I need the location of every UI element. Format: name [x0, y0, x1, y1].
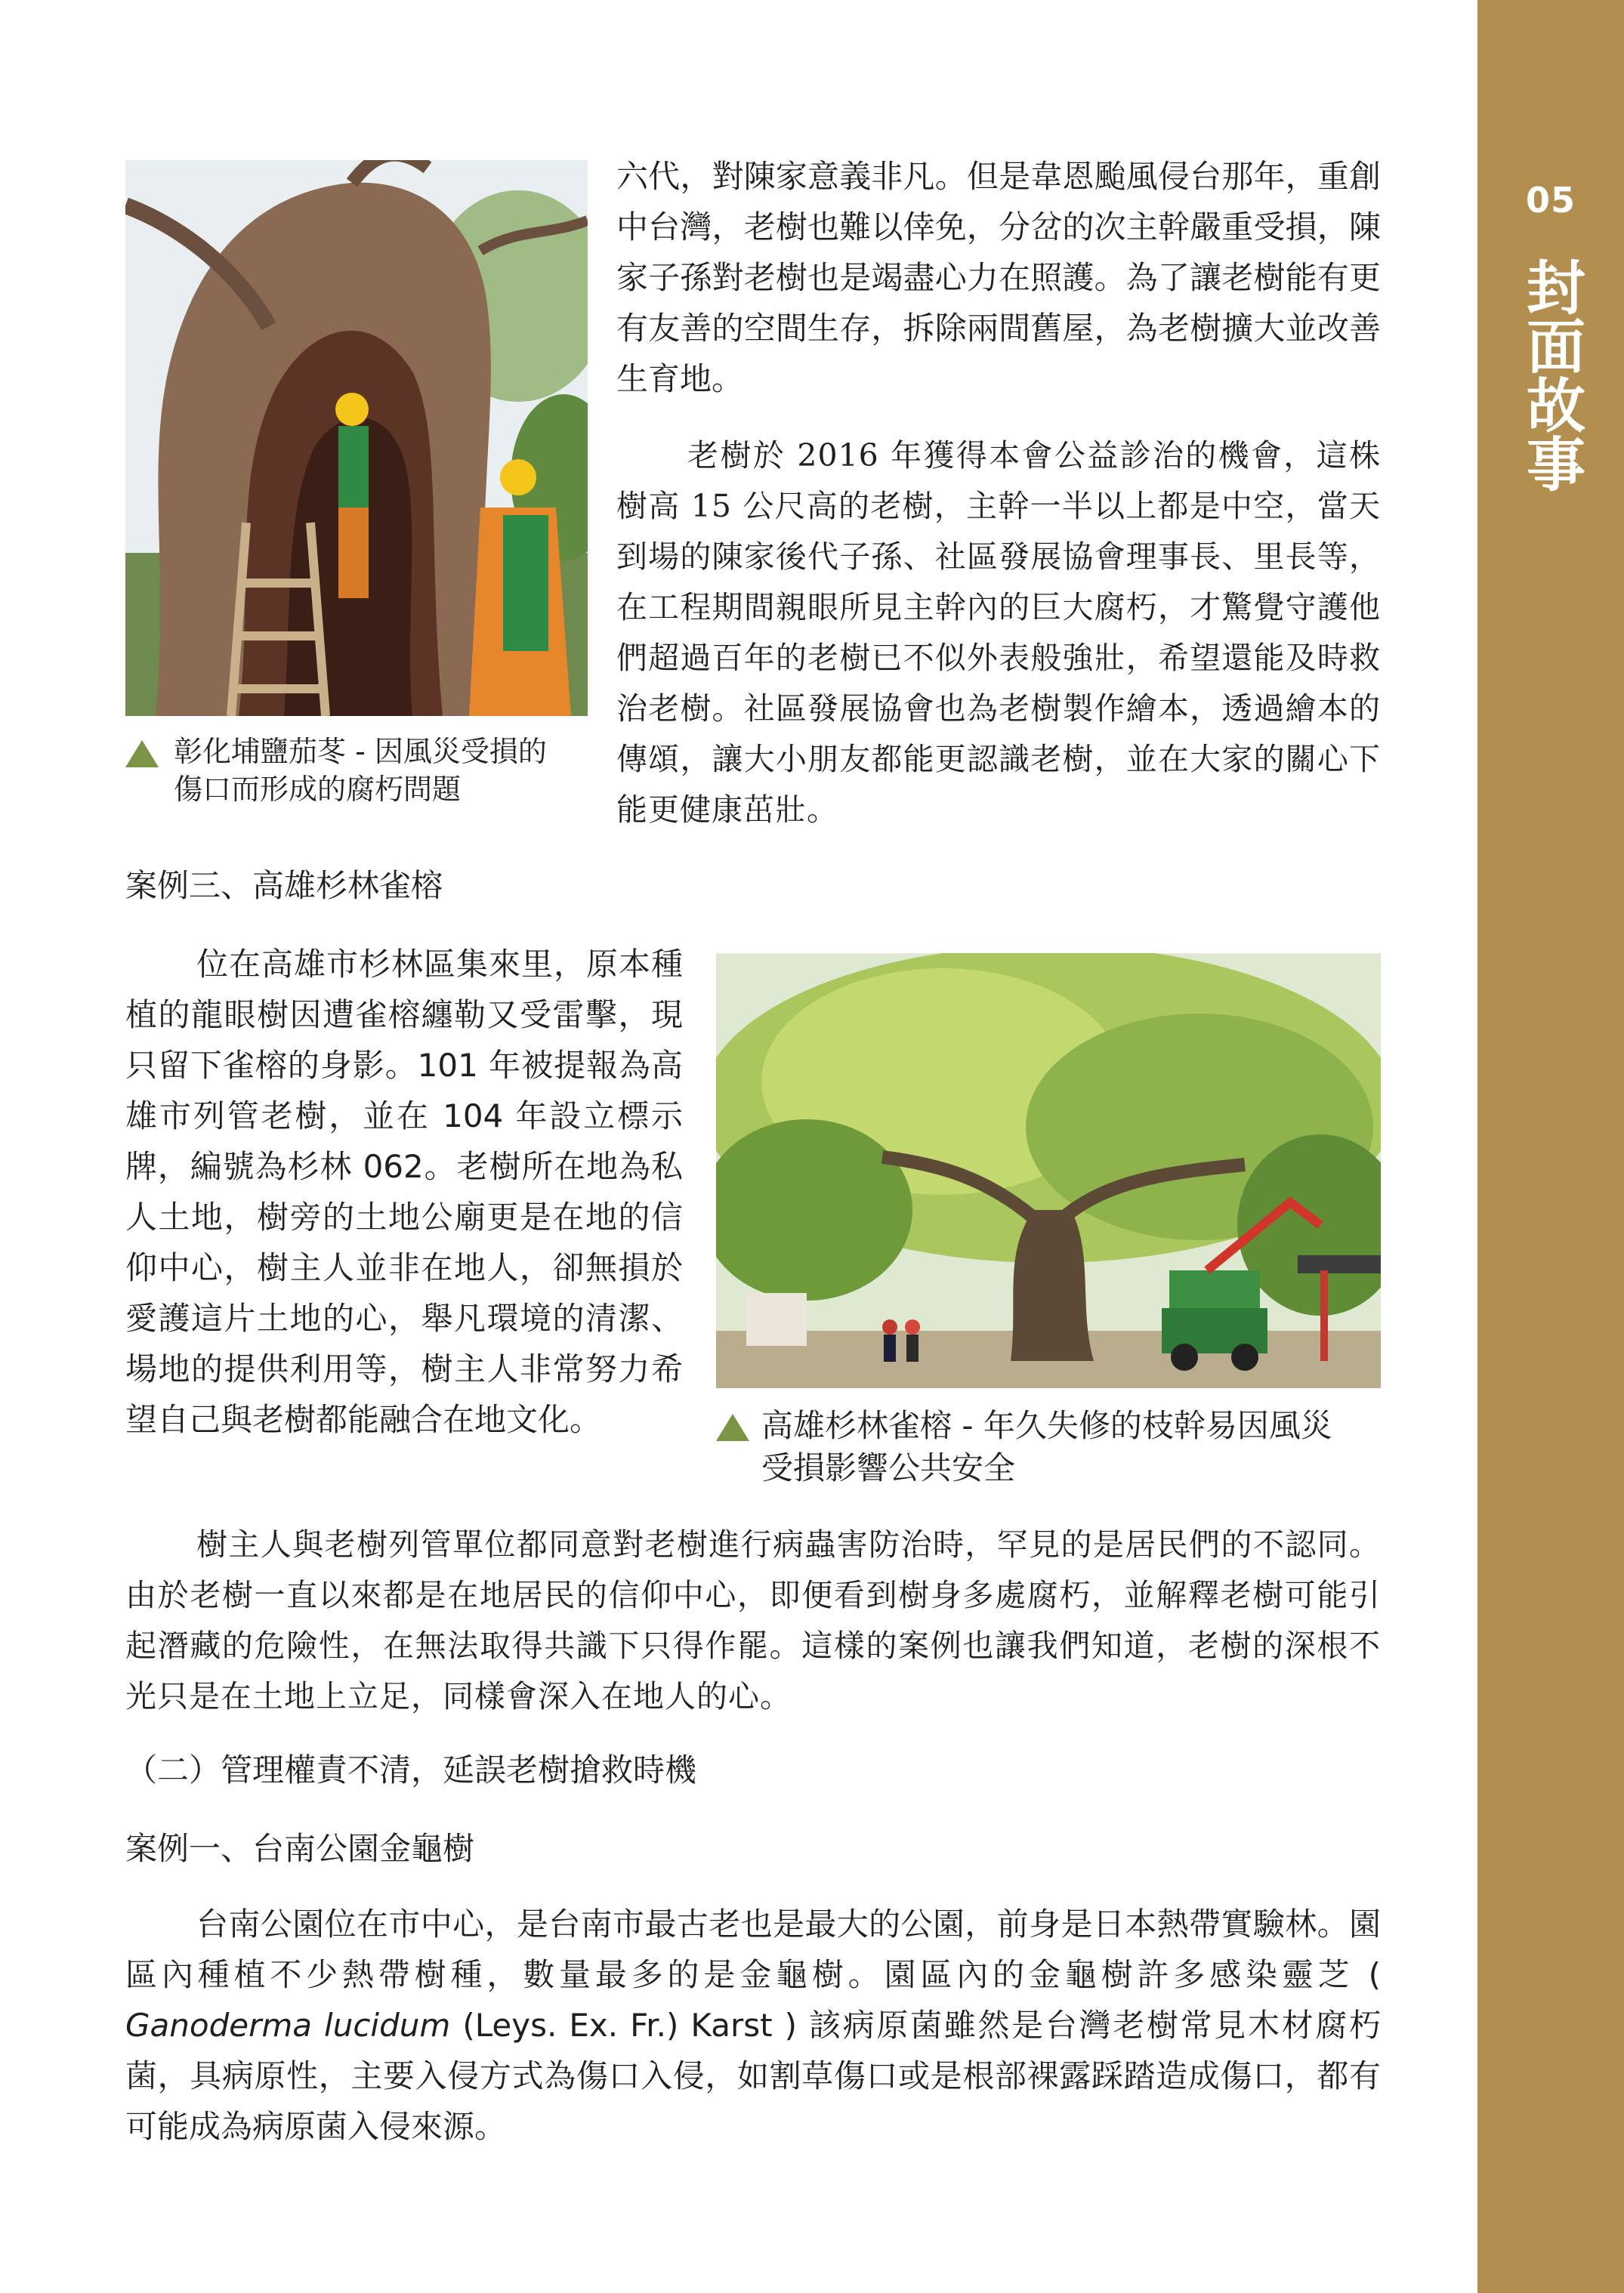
caption-text: [174, 733, 594, 808]
paragraph-case3: 位在高雄市杉林區集來里，原本種植的龍眼樹因遭雀榕纏勒又受雷擊，現只留下雀榕的身影。101 年被提報為高雄市列管老樹，並在 104 年設立標示牌，編號為杉林 062。老樹所在地為私人土地，樹旁的土地公廟更是在地的信仰中心，樹主人並非在地人，卻無損於愛護這片土地的心，舉凡環境的清潔、場地的提供利用等，樹主人非常努力希望自己與老樹都能融合在地文化。: [125, 946, 683, 1438]
paragraph-tainan-park: [125, 1899, 1381, 2152]
section-title: [1477, 257, 1624, 492]
paragraph-text: (Leys. Ex. Fr.) Karst ) 該病原菌雖然是台灣老樹常見木材腐朽菌，具病原性，主要入侵方式為傷口入侵，如割草傷口或是根部裸露踩踏造成傷口，都有可能成為病原菌入侵來源。: [125, 2007, 1381, 2145]
caption-text: [761, 1405, 1381, 1489]
caption-triangle-icon: [716, 1414, 749, 1441]
page-number: 05: [1525, 180, 1576, 221]
banyan-tree-caption: [716, 1405, 1381, 1488]
paragraph-continued: 六代，對陳家意義非凡。但是韋恩颱風侵台那年，重創中台灣，老樹也難以倖免，分岔的次主幹嚴重受損，陳家子孫對老樹也是竭盡心力在照護。為了讓老樹能有更有友善的空間生存，拆除兩間舊屋，為老樹擴大並改善生育地。: [616, 158, 1381, 397]
caption-line: 傷口而形成的腐朽問題: [174, 773, 462, 806]
caption-line: 彰化埔鹽茄苳 - 因風災受損的: [174, 735, 547, 768]
case-heading: 案例一、台南公園金龜樹: [125, 1830, 475, 1867]
paragraph-residents: 樹主人與老樹列管單位都同意對老樹進行病蟲害防治時，罕見的是居民們的不認同。由於老樹一直以來都是在地居民的信仰中心，即便看到樹身多處腐朽，並解釋老樹可能引起潛藏的危險性，在無法取得共識下只得作罷。這樣的案例也讓我們知道，老樹的深根不光只是在土地上立足，同樣會深入在地人的心。: [125, 1526, 1381, 1714]
paragraph-text: 台南公園位在市中心，是台南市最古老也是最大的公園，前身是日本熱帶實驗林。園區內種植不少熱帶樹種，數量最多的是金龜樹。園區內的金龜樹許多感染靈芝 (: [125, 1906, 1381, 1993]
hollow-tree-caption: [125, 733, 594, 816]
caption-triangle-icon: [125, 740, 159, 767]
caption-line: 高雄杉林雀榕 - 年久失修的枝幹易因風災: [761, 1407, 1332, 1444]
species-name: Ganoderma lucidum: [125, 2007, 451, 2044]
caption-line: 受損影響公共安全: [761, 1449, 1016, 1486]
paragraph-treatment: 老樹於 2016 年獲得本會公益診治的機會，這株樹高 15 公尺高的老樹，主幹一半以上都是中空，當天到場的陳家後代子孫、社區發展協會理事長、里長等，在工程期間親眼所見主幹內的巨大腐朽，才驚覺守護他們超過百年的老樹已不似外表般強壯，希望還能及時救治老樹。社區發展協會也為老樹製作繪本，透過繪本的傳頌，讓大小朋友都能更認識老樹，並在大家的關心下能更健康茁壯。: [616, 437, 1381, 828]
case-heading: 案例三、高雄杉林雀榕: [125, 867, 443, 904]
banyan-tree-photo: [716, 953, 1381, 1388]
section-sidebar: [1477, 0, 1624, 2293]
hollow-tree-photo: [125, 160, 588, 716]
section-title-text: 封面故事: [1517, 257, 1585, 492]
section-heading: （二）管理權責不清，延誤老樹搶救時機: [125, 1751, 697, 1788]
